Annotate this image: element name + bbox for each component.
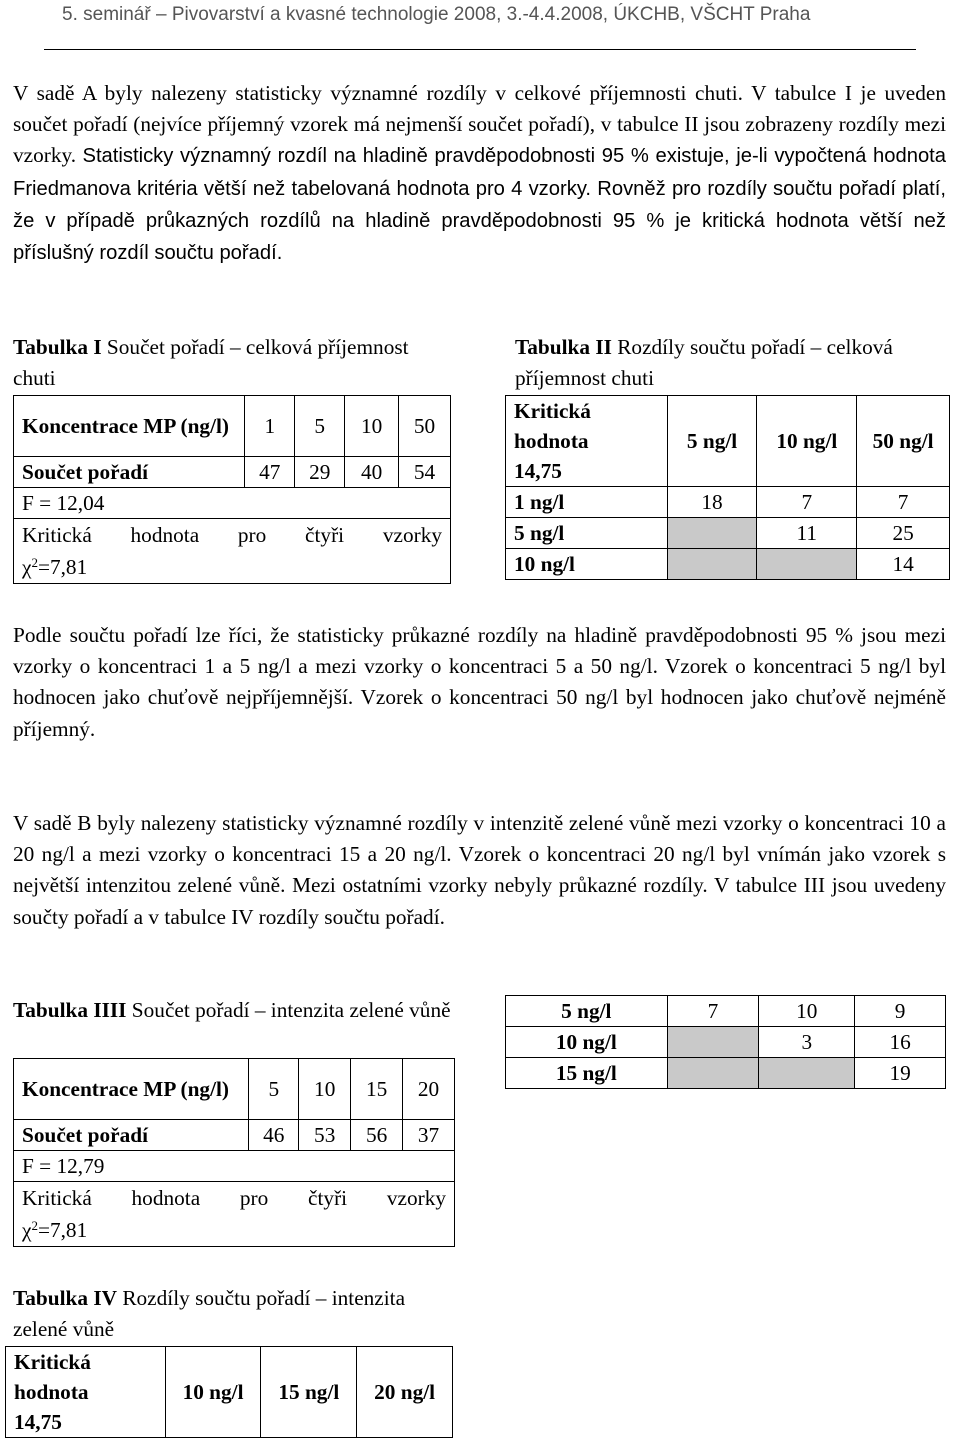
table4-corner [6,1347,166,1438]
table2-cell: 18 [667,487,757,518]
table3-sum-row [14,1120,455,1151]
chi-superscript: 2 [31,555,38,570]
chi-symbol: χ [22,555,32,579]
table1-f-value: F = 12,04 [14,488,451,519]
table2 [505,395,950,580]
table2-row [506,549,950,580]
table3-sum-label: Součet pořadí [14,1120,249,1151]
table2-cell: 11 [757,518,857,549]
chi-value: =7,81 [37,555,88,579]
paragraph-set-a-part1: V sadě A byly nalezeny statisticky významné rozdíly v celkové příjemnosti chuti. V tabulce I je uveden součet pořadí (nejvíce příjemný vzorek má nejmenší součet pořadí), v tabulce II jsou zobrazeny rozdíly mezi vzorky. [13,81,946,168]
paragraph-set-a-part2: Statisticky významný rozdíl na hladině pravděpodobnosti 95 % existuje, je-li vypočtená hodnota Friedmanova kritéria větší než tabelovaná hodnota pro 4 vzorky. Rovněž pro rozdíly součtu pořadí platí, že v případě průkazných rozdílů na hladině pravděpodobnosti 95 % je kritická hodnota větší než příslušný rozdíl součtu pořadí. [13,145,947,265]
chi-value: =7,81 [37,1218,88,1242]
table2-cell: 7 [757,487,857,518]
table4-cell: 9 [855,996,946,1027]
table1 [13,395,451,584]
table2-col-header: 5 ng/l [667,396,757,487]
table4-cell-shaded [667,1058,759,1089]
table3-conc-cell: 10 [299,1059,351,1120]
table1-sum-cell: 54 [399,457,451,488]
table1-conc-label: Koncentrace MP (ng/l) [14,396,245,457]
table4-cell: 16 [855,1027,946,1058]
table2-cell: 7 [857,487,950,518]
table2-cell-shaded [667,549,757,580]
paragraph-results-a: Podle součtu pořadí lze říci, že statisticky průkazné rozdíly na hladině pravděpodobnosti 95 % jsou mezi vzorky o koncentraci 1 a 5 ng/l a mezi vzorky o koncentraci 5 a 50 ng/l. Vzorek o koncentraci 5 ng/l byl hodnocen jako chuťově nejpříjemnější. Vzorek o koncentraci 50 ng/l byl hodnocen jako chuťově nejméně příjemný. [13,623,946,741]
table3-conc-row [14,1059,455,1120]
table2-row [506,487,950,518]
table3-crit-cell [14,1182,455,1247]
table3-sum-cell: 53 [299,1120,351,1151]
table3-conc-cell: 20 [403,1059,455,1120]
table3-conc-cell: 5 [249,1059,299,1120]
table4-cell-shaded [667,1027,759,1058]
table4-corner-line: Kritická [14,1350,91,1374]
table4-row-label: 5 ng/l [506,996,668,1027]
table4-row [506,1058,946,1089]
table1-f-row [14,488,451,519]
table4-row-label: 15 ng/l [506,1058,668,1089]
table2-cell-shaded [667,518,757,549]
table4-caption [13,1283,453,1345]
table1-caption-label: Tabulka I [13,335,102,359]
table1-conc-row [14,396,451,457]
table2-caption [515,332,945,394]
table3-f-row [14,1151,455,1182]
table4-corner-line: hodnota [14,1380,89,1404]
table1-sum-cell: 47 [245,457,295,488]
table4-cell: 10 [759,996,855,1027]
table3-caption-text: Součet pořadí – intenzita zelené vůně [126,998,451,1022]
table1-chi-line [22,551,442,583]
table1-sum-label: Součet pořadí [14,457,245,488]
table4-cell: 19 [855,1058,946,1089]
table4-cell: 3 [759,1027,855,1058]
table4-caption-label: Tabulka IV [13,1286,117,1310]
table3 [13,1058,455,1247]
table4-cell-shaded [759,1058,855,1089]
chi-superscript: 2 [31,1218,38,1233]
table4-row-label: 10 ng/l [506,1027,668,1058]
table1-sum-cell: 40 [345,457,399,488]
table4-header-row [6,1347,453,1438]
table2-col-header: 50 ng/l [857,396,950,487]
table4-body [505,995,946,1089]
table2-row-label: 10 ng/l [506,549,668,580]
table4-col-header: 10 ng/l [165,1347,261,1438]
table2-corner [506,396,668,487]
paragraph-set-a [13,78,946,269]
paragraph-set-b: V sadě B byly nalezeny statisticky významné rozdíly v intenzitě zelené vůně mezi vzorky o koncentraci 10 a 20 ng/l a mezi vzorky o koncentraci 15 a 20 ng/l. Vzorek o koncentraci 20 ng/l byl vnímán jako vzorek s největší intenzitou zelené vůně. Mezi ostatními vzorky nebyly průkazné rozdíly. V tabulce III jsou uvedeny součty pořadí a v tabulce IV rozdíly součtu pořadí. [13,811,946,929]
table2-corner-line: 14,75 [514,459,562,483]
table3-conc-label: Koncentrace MP (ng/l) [14,1059,249,1120]
table4-col-header: 15 ng/l [261,1347,357,1438]
table1-caption-text: Součet pořadí – celková příjemnost chuti [13,335,409,390]
table1-conc-cell: 5 [295,396,345,457]
table3-sum-cell: 56 [351,1120,403,1151]
table4-col-header: 20 ng/l [357,1347,453,1438]
table2-row [506,518,950,549]
table4-cell: 7 [667,996,759,1027]
table3-caption-label: Tabulka IIII [13,998,127,1022]
table1-crit-row [14,519,451,584]
table1-caption [13,332,443,394]
table1-sum-cell: 29 [295,457,345,488]
table4-corner-line: 14,75 [14,1410,62,1434]
table3-sum-cell: 37 [403,1120,455,1151]
table4-caption-text: Rozdíly součtu pořadí – intenzita zelené vůně [13,1286,406,1341]
table2-col-header: 10 ng/l [757,396,857,487]
table1-crit-cell [14,519,451,584]
table2-header-row [506,396,950,487]
table3-chi-line [22,1214,446,1246]
table2-cell-shaded [757,549,857,580]
table4-header [5,1346,453,1438]
chi-symbol: χ [22,1218,32,1242]
table1-conc-cell: 10 [345,396,399,457]
table2-caption-label: Tabulka II [515,335,612,359]
table1-conc-cell: 1 [245,396,295,457]
table2-corner-line: Kritická [514,399,591,423]
table3-crit-row [14,1182,455,1247]
table2-cell: 14 [857,549,950,580]
table2-caption-text: Rozdíly součtu pořadí – celková příjemnost chuti [515,335,893,390]
table2-cell: 25 [857,518,950,549]
table3-f-value: F = 12,79 [14,1151,455,1182]
running-header: 5. seminář – Pivovarství a kvasné technologie 2008, 3.-4.4.2008, ÚKCHB, VŠCHT Praha [62,4,811,25]
table1-crit-label: Kritická hodnota pro čtyři vzorky [22,523,442,547]
table3-crit-label: Kritická hodnota pro čtyři vzorky [22,1186,446,1210]
table2-row-label: 1 ng/l [506,487,668,518]
table3-caption [13,995,453,1026]
table4-row [506,1027,946,1058]
header-rule [44,49,916,50]
table3-conc-cell: 15 [351,1059,403,1120]
table1-conc-cell: 50 [399,396,451,457]
table2-row-label: 5 ng/l [506,518,668,549]
table1-sum-row [14,457,451,488]
table4-row [506,996,946,1027]
table3-sum-cell: 46 [249,1120,299,1151]
table2-corner-line: hodnota [514,429,589,453]
